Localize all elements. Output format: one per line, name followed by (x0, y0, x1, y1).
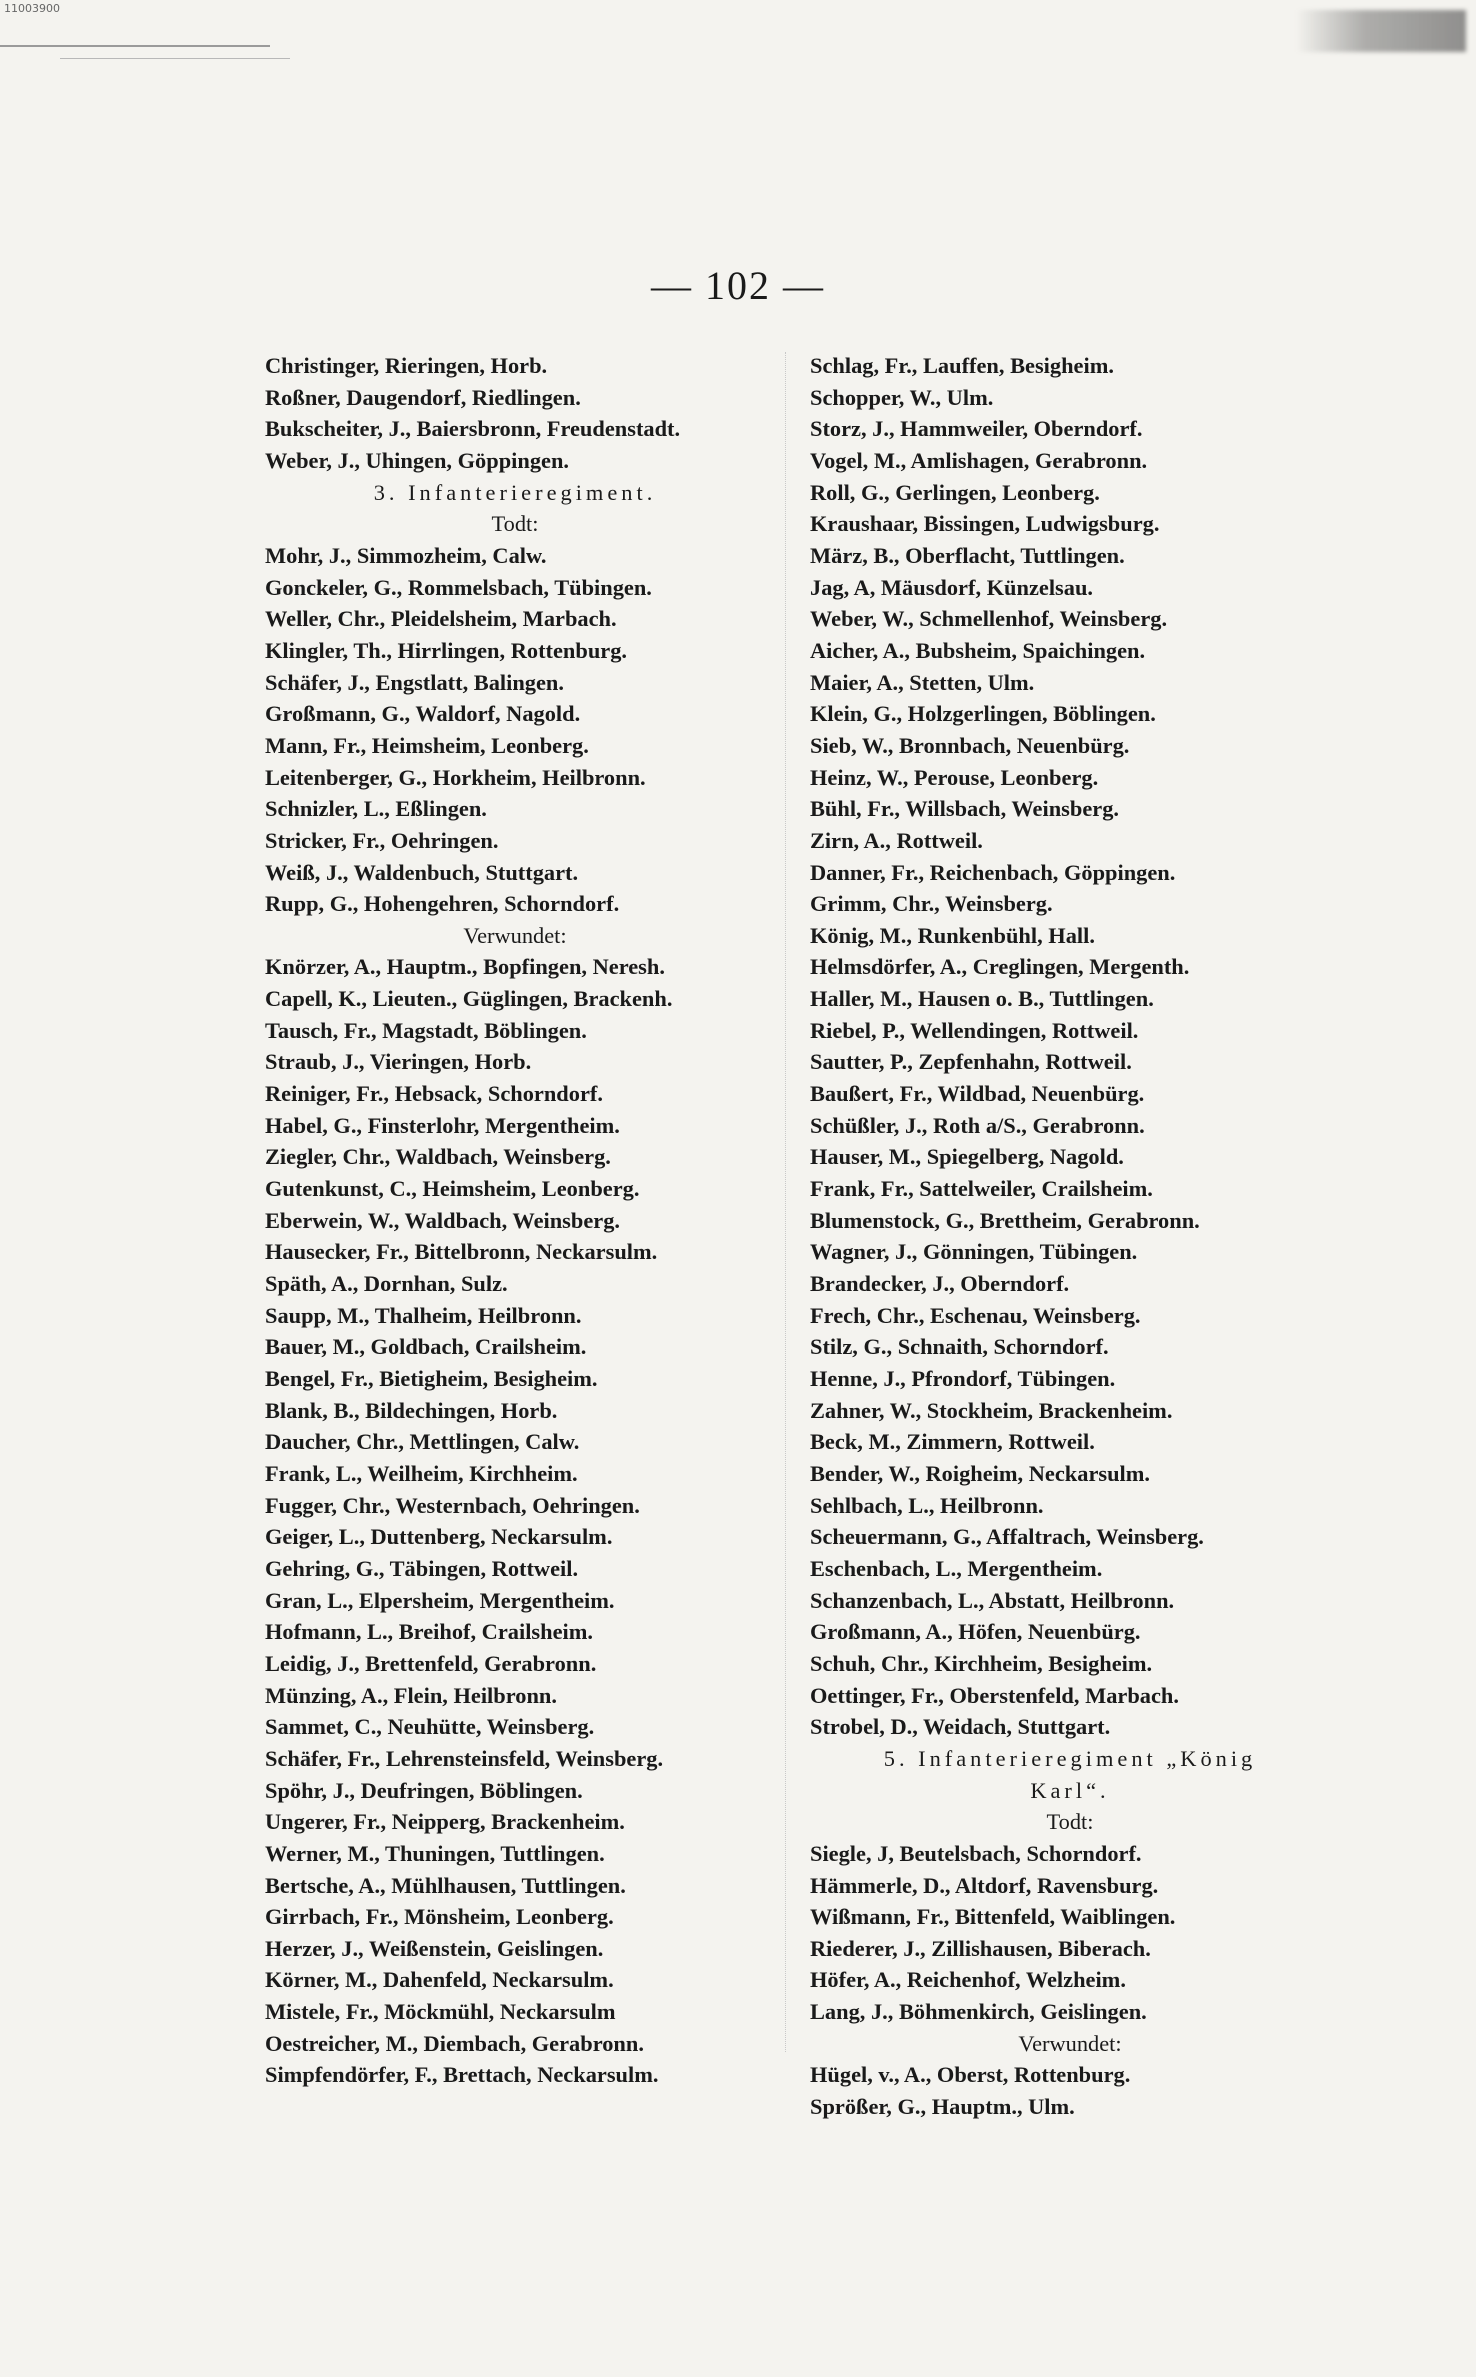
list-entry: Hofmann, L., Breihof, Crailsheim. (265, 1619, 593, 1645)
list-entry: Bender, W., Roigheim, Neckarsulm. (810, 1460, 1151, 1486)
list-entry: Sautter, P., Zepfenhahn, Rottweil. (810, 1049, 1132, 1075)
list-entry: Weber, J., Uhingen, Göppingen. (265, 447, 569, 473)
list-entry: Weiß, J., Waldenbuch, Stuttgart. (265, 859, 579, 885)
list-entry: Oettinger, Fr., Oberstenfeld, Marbach. (810, 1682, 1179, 1708)
list-entry: Jag, A, Mäusdorf, Künzelsau. (810, 574, 1094, 600)
list-entry: Zirn, A., Rottweil. (810, 827, 983, 853)
list-entry: Mann, Fr., Heimsheim, Leonberg. (265, 732, 589, 758)
right-column (810, 350, 1330, 2123)
left-column (265, 350, 765, 2091)
list-entry: Späth, A., Dornhan, Sulz. (265, 1271, 508, 1297)
list-entry: Roßner, Daugendorf, Riedlingen. (265, 384, 581, 410)
list-entry: Gonckeler, G., Rommelsbach, Tübingen. (265, 574, 652, 600)
list-entry: Danner, Fr., Reichenbach, Göppingen. (810, 859, 1176, 885)
list-entry: Bengel, Fr., Bietigheim, Besigheim. (265, 1366, 598, 1391)
list-entry: Schuh, Chr., Kirchheim, Besigheim. (810, 1650, 1153, 1676)
list-entry: Aicher, A., Bubsheim, Spaichingen. (810, 637, 1146, 663)
list-entry: Eschenbach, L., Mergentheim. (810, 1555, 1103, 1581)
section-heading: Karl“. (1030, 1777, 1110, 1803)
section-heading: 3. Infanterieregiment. (373, 479, 657, 505)
subsection-label: Verwundet: (1018, 2030, 1122, 2056)
list-entry: Gran, L., Elpersheim, Mergentheim. (265, 1587, 615, 1613)
list-entry: Haller, M., Hausen o. B., Tuttlingen. (810, 986, 1154, 1012)
list-entry: Klein, G., Holzgerlingen, Böblingen. (810, 701, 1156, 727)
list-entry: Capell, K., Lieuten., Güglingen, Brackenh. (265, 986, 673, 1012)
list-entry: Körner, M., Dahenfeld, Neckarsulm. (265, 1967, 614, 1993)
list-entry: Mistele, Fr., Möckmühl, Neckarsulm (265, 1999, 616, 2025)
list-entry: Siegle, J, Beutelsbach, Schorndorf. (810, 1840, 1142, 1866)
list-entry: Oestreicher, M., Diembach, Gerabronn. (265, 2030, 644, 2056)
list-entry: Schlag, Fr., Lauffen, Besigheim. (810, 353, 1114, 378)
list-entry: Münzing, A., Flein, Heilbronn. (265, 1682, 557, 1708)
list-entry: Blank, B., Bildechingen, Horb. (265, 1397, 558, 1423)
subsection-label: Todt: (491, 511, 539, 537)
list-entry: Werner, M., Thuningen, Tuttlingen. (265, 1840, 605, 1866)
scan-smudge (1296, 10, 1466, 52)
list-entry: König, M., Runkenbühl, Hall. (810, 922, 1095, 948)
list-entry: Schäfer, Fr., Lehrensteinsfeld, Weinsberg. (265, 1745, 664, 1771)
scan-id-label: 11003900 (4, 2, 60, 15)
top-left-rule-faint (60, 58, 290, 59)
list-entry: Hausecker, Fr., Bittelbronn, Neckarsulm. (265, 1239, 658, 1265)
list-entry: Bukscheiter, J., Baiersbronn, Freudenstadt. (265, 416, 681, 442)
top-left-rule (0, 45, 270, 47)
list-entry: Wißmann, Fr., Bittenfeld, Waiblingen. (810, 1904, 1176, 1930)
section-heading: 5. Infanterieregiment „König (883, 1745, 1257, 1771)
list-entry: Sehlbach, L., Heilbronn. (810, 1492, 1044, 1518)
column-divider (785, 352, 786, 2052)
list-entry: Knörzer, A., Hauptm., Bopfingen, Neresh. (265, 954, 665, 980)
list-entry: Spöhr, J., Deufringen, Böblingen. (265, 1777, 583, 1803)
list-entry: Blumenstock, G., Brettheim, Gerabronn. (810, 1207, 1200, 1233)
list-entry: Baußert, Fr., Wildbad, Neuenbürg. (810, 1081, 1145, 1107)
list-entry: Sprößer, G., Hauptm., Ulm. (810, 2094, 1075, 2120)
list-entry: Höfer, A., Reichenhof, Welzheim. (810, 1967, 1126, 1993)
page-number: — 102 — (651, 263, 825, 308)
list-entry: Henne, J., Pfrondorf, Tübingen. (810, 1366, 1116, 1391)
list-entry: Hauser, M., Spiegelberg, Nagold. (810, 1144, 1124, 1170)
list-entry: Riederer, J., Zillishausen, Biberach. (810, 1935, 1151, 1961)
list-entry: Frank, Fr., Sattelweiler, Crailsheim. (810, 1176, 1153, 1202)
list-entry: Frank, L., Weilheim, Kirchheim. (265, 1460, 578, 1486)
list-entry: Strobel, D., Weidach, Stuttgart. (810, 1714, 1111, 1740)
list-entry: März, B., Oberflacht, Tuttlingen. (810, 542, 1125, 568)
list-entry: Grimm, Chr., Weinsberg. (810, 891, 1053, 917)
list-entry: Wagner, J., Gönningen, Tübingen. (810, 1239, 1138, 1265)
list-entry: Herzer, J., Weißenstein, Geislingen. (265, 1935, 604, 1961)
list-entry: Kraushaar, Bissingen, Ludwigsburg. (810, 511, 1160, 537)
list-entry: Schüßler, J., Roth a/S., Gerabronn. (810, 1112, 1145, 1138)
subsection-label: Verwundet: (463, 922, 567, 948)
list-entry: Daucher, Chr., Mettlingen, Calw. (265, 1429, 580, 1455)
list-entry: Stricker, Fr., Oehringen. (265, 827, 499, 853)
list-entry: Hämmerle, D., Altdorf, Ravensburg. (810, 1872, 1159, 1898)
list-entry: Hügel, v., A., Oberst, Rottenburg. (810, 2062, 1131, 2088)
list-entry: Großmann, A., Höfen, Neuenbürg. (810, 1619, 1141, 1645)
list-entry: Lang, J., Böhmenkirch, Geislingen. (810, 1999, 1147, 2025)
list-entry: Bühl, Fr., Willsbach, Weinsberg. (810, 796, 1119, 822)
list-entry: Sammet, C., Neuhütte, Weinsberg. (265, 1714, 595, 1740)
list-entry: Beck, M., Zimmern, Rottweil. (810, 1429, 1095, 1455)
list-entry: Christinger, Rieringen, Horb. (265, 353, 548, 378)
list-entry: Helmsdörfer, A., Creglingen, Mergenth. (810, 954, 1190, 980)
list-entry: Tausch, Fr., Magstadt, Böblingen. (265, 1017, 587, 1043)
list-entry: Schanzenbach, L., Abstatt, Heilbronn. (810, 1587, 1175, 1613)
list-entry: Zahner, W., Stockheim, Brackenheim. (810, 1397, 1173, 1423)
list-entry: Simpfendörfer, F., Brettach, Neckarsulm. (265, 2062, 659, 2088)
list-entry: Storz, J., Hammweiler, Oberndorf. (810, 416, 1143, 442)
list-entry: Roll, G., Gerlingen, Leonberg. (810, 479, 1100, 505)
list-entry: Ziegler, Chr., Waldbach, Weinsberg. (265, 1144, 611, 1170)
list-entry: Gehring, G., Täbingen, Rottweil. (265, 1555, 579, 1581)
list-entry: Schäfer, J., Engstlatt, Balingen. (265, 669, 564, 695)
list-entry: Riebel, P., Wellendingen, Rottweil. (810, 1017, 1139, 1043)
list-entry: Reiniger, Fr., Hebsack, Schorndorf. (265, 1081, 603, 1107)
list-entry: Weller, Chr., Pleidelsheim, Marbach. (265, 606, 617, 632)
list-entry: Bauer, M., Goldbach, Crailsheim. (265, 1334, 587, 1360)
list-entry: Sieb, W., Bronnbach, Neuenbürg. (810, 732, 1130, 758)
list-entry: Vogel, M., Amlishagen, Gerabronn. (810, 447, 1148, 473)
list-entry: Heinz, W., Perouse, Leonberg. (810, 764, 1099, 790)
list-entry: Leidig, J., Brettenfeld, Gerabronn. (265, 1650, 597, 1676)
list-entry: Schopper, W., Ulm. (810, 384, 994, 410)
list-entry: Ungerer, Fr., Neipperg, Brackenheim. (265, 1809, 625, 1835)
list-entry: Gutenkunst, C., Heimsheim, Leonberg. (265, 1176, 640, 1202)
list-entry: Großmann, G., Waldorf, Nagold. (265, 701, 581, 727)
list-entry: Mohr, J., Simmozheim, Calw. (265, 542, 547, 568)
list-entry: Klingler, Th., Hirrlingen, Rottenburg. (265, 637, 628, 663)
list-entry: Straub, J., Vieringen, Horb. (265, 1049, 532, 1075)
list-entry: Saupp, M., Thalheim, Heilbronn. (265, 1302, 582, 1328)
list-entry: Scheuermann, G., Affaltrach, Weinsberg. (810, 1524, 1204, 1550)
list-entry: Geiger, L., Duttenberg, Neckarsulm. (265, 1524, 613, 1550)
list-entry: Stilz, G., Schnaith, Schorndorf. (810, 1334, 1109, 1360)
list-entry: Leitenberger, G., Horkheim, Heilbronn. (265, 764, 646, 790)
list-entry: Maier, A., Stetten, Ulm. (810, 669, 1035, 695)
list-entry: Weber, W., Schmellenhof, Weinsberg. (810, 606, 1168, 632)
list-entry: Girrbach, Fr., Mönsheim, Leonberg. (265, 1904, 614, 1930)
list-entry: Rupp, G., Hohengehren, Schorndorf. (265, 891, 620, 917)
list-entry: Schnizler, L., Eßlingen. (265, 796, 487, 822)
list-entry: Eberwein, W., Waldbach, Weinsberg. (265, 1207, 621, 1233)
list-entry: Fugger, Chr., Westernbach, Oehringen. (265, 1492, 640, 1518)
list-entry: Habel, G., Finsterlohr, Mergentheim. (265, 1112, 620, 1138)
list-entry: Brandecker, J., Oberndorf. (810, 1271, 1070, 1297)
subsection-label: Todt: (1046, 1809, 1094, 1835)
list-entry: Frech, Chr., Eschenau, Weinsberg. (810, 1302, 1141, 1328)
list-entry: Bertsche, A., Mühlhausen, Tuttlingen. (265, 1872, 626, 1898)
